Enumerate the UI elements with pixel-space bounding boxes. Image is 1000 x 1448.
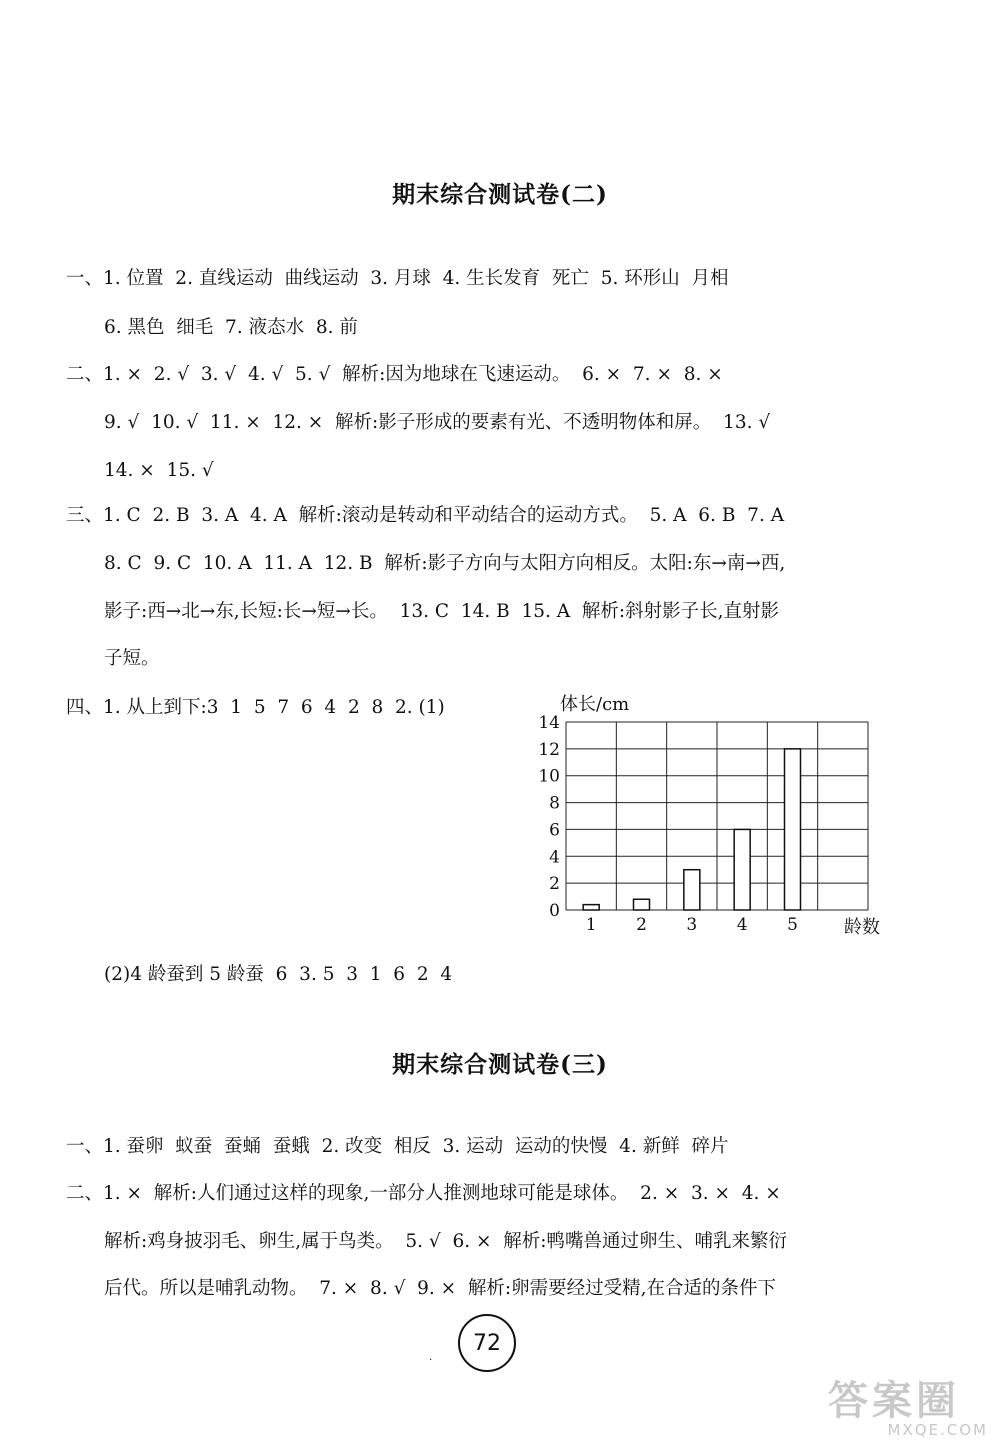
chart-labels — [538, 694, 880, 938]
exam2-line-8: 影子:西→北→东,长短:长→短→长。 13. C 14. B 15. A 解析:斜射影子长,直射影 — [104, 601, 780, 622]
exam3-line-3: 解析:鸡身披羽毛、卵生,属于鸟类。 5. √ 6. × 解析:鸭嘴兽通过卵生、哺乳来繁衍 — [104, 1231, 787, 1252]
y-tick-label: 0 — [549, 901, 560, 921]
y-tick-label: 4 — [549, 847, 560, 868]
page-number: 72 — [458, 1314, 516, 1372]
watermark-logo — [828, 1380, 988, 1444]
silkworm-length-chart — [522, 690, 902, 940]
watermark-bottom: MXQE.COM — [887, 1421, 988, 1439]
x-tick-label: 5 — [787, 915, 798, 935]
chart-grid — [566, 722, 868, 910]
x-tick-label: 3 — [686, 915, 698, 935]
y-tick-label: 8 — [549, 793, 560, 814]
exam3-title: 期末综合测试卷(三) — [392, 1051, 608, 1078]
bar-5 — [785, 749, 801, 910]
exam2-line-9: 子短。 — [104, 648, 160, 669]
exam2-line-3: 二、1. × 2. √ 3. √ 4. √ 5. √ 解析:因为地球在飞速运动。 6. × 7. × 8. × — [66, 364, 723, 385]
y-axis-label: 体长/cm — [560, 694, 630, 715]
page-dot: . — [429, 1352, 433, 1363]
exam3-line-4: 后代。所以是哺乳动物。 7. × 8. √ 9. × 解析:卵需要经过受精,在合适的条件下 — [104, 1278, 777, 1299]
y-tick-label: 12 — [538, 739, 560, 760]
y-tick-label: 2 — [549, 874, 560, 895]
x-axis-label: 龄数 — [844, 917, 880, 938]
x-tick-label: 2 — [636, 915, 647, 935]
exam2-line-10: 四、1. 从上到下:3 1 5 7 6 4 2 8 2. (1) — [66, 697, 445, 718]
exam2-line-7: 8. C 9. C 10. A 11. A 12. B 解析:影子方向与太阳方向相反。太阳:东→南→西, — [104, 553, 786, 574]
y-tick-label: 6 — [549, 820, 560, 841]
x-tick-label: 4 — [736, 915, 748, 935]
exam2-line-11: (2)4 龄蚕到 5 龄蚕 6 3. 5 3 1 6 2 4 — [104, 964, 453, 985]
exam2-line-1: 一、1. 位置 2. 直线运动 曲线运动 3. 月球 4. 生长发育 死亡 5. 环形山 月相 — [66, 268, 729, 289]
exam3-line-2: 二、1. × 解析:人们通过这样的现象,一部分人推测地球可能是球体。 2. × 3. × 4. × — [66, 1183, 781, 1204]
watermark-top: 答案圈 — [828, 1378, 960, 1424]
exam3-line-1: 一、1. 蚕卵 蚁蚕 蚕蛹 蚕蛾 2. 改变 相反 3. 运动 运动的快慢 4. 新鲜 碎片 — [66, 1136, 729, 1157]
bar-4 — [734, 829, 750, 910]
exam2-title: 期末综合测试卷(二) — [392, 181, 608, 208]
bar-1 — [583, 905, 599, 910]
exam2-line-2: 6. 黑色 细毛 7. 液态水 8. 前 — [104, 317, 358, 338]
y-tick-label: 10 — [538, 766, 560, 787]
y-tick-label: 14 — [538, 713, 560, 733]
bar-3 — [684, 870, 700, 910]
x-tick-label: 1 — [585, 915, 597, 935]
chart-canvas — [522, 690, 902, 940]
exam2-line-4: 9. √ 10. √ 11. × 12. × 解析:影子形成的要素有光、不透明物体和屏。 13. √ — [104, 412, 771, 433]
exam2-line-5: 14. × 15. √ — [104, 460, 214, 481]
bar-2 — [634, 899, 650, 910]
exam2-line-6: 三、1. C 2. B 3. A 4. A 解析:滚动是转动和平动结合的运动方式。 5. A 6. B 7. A — [66, 505, 785, 526]
